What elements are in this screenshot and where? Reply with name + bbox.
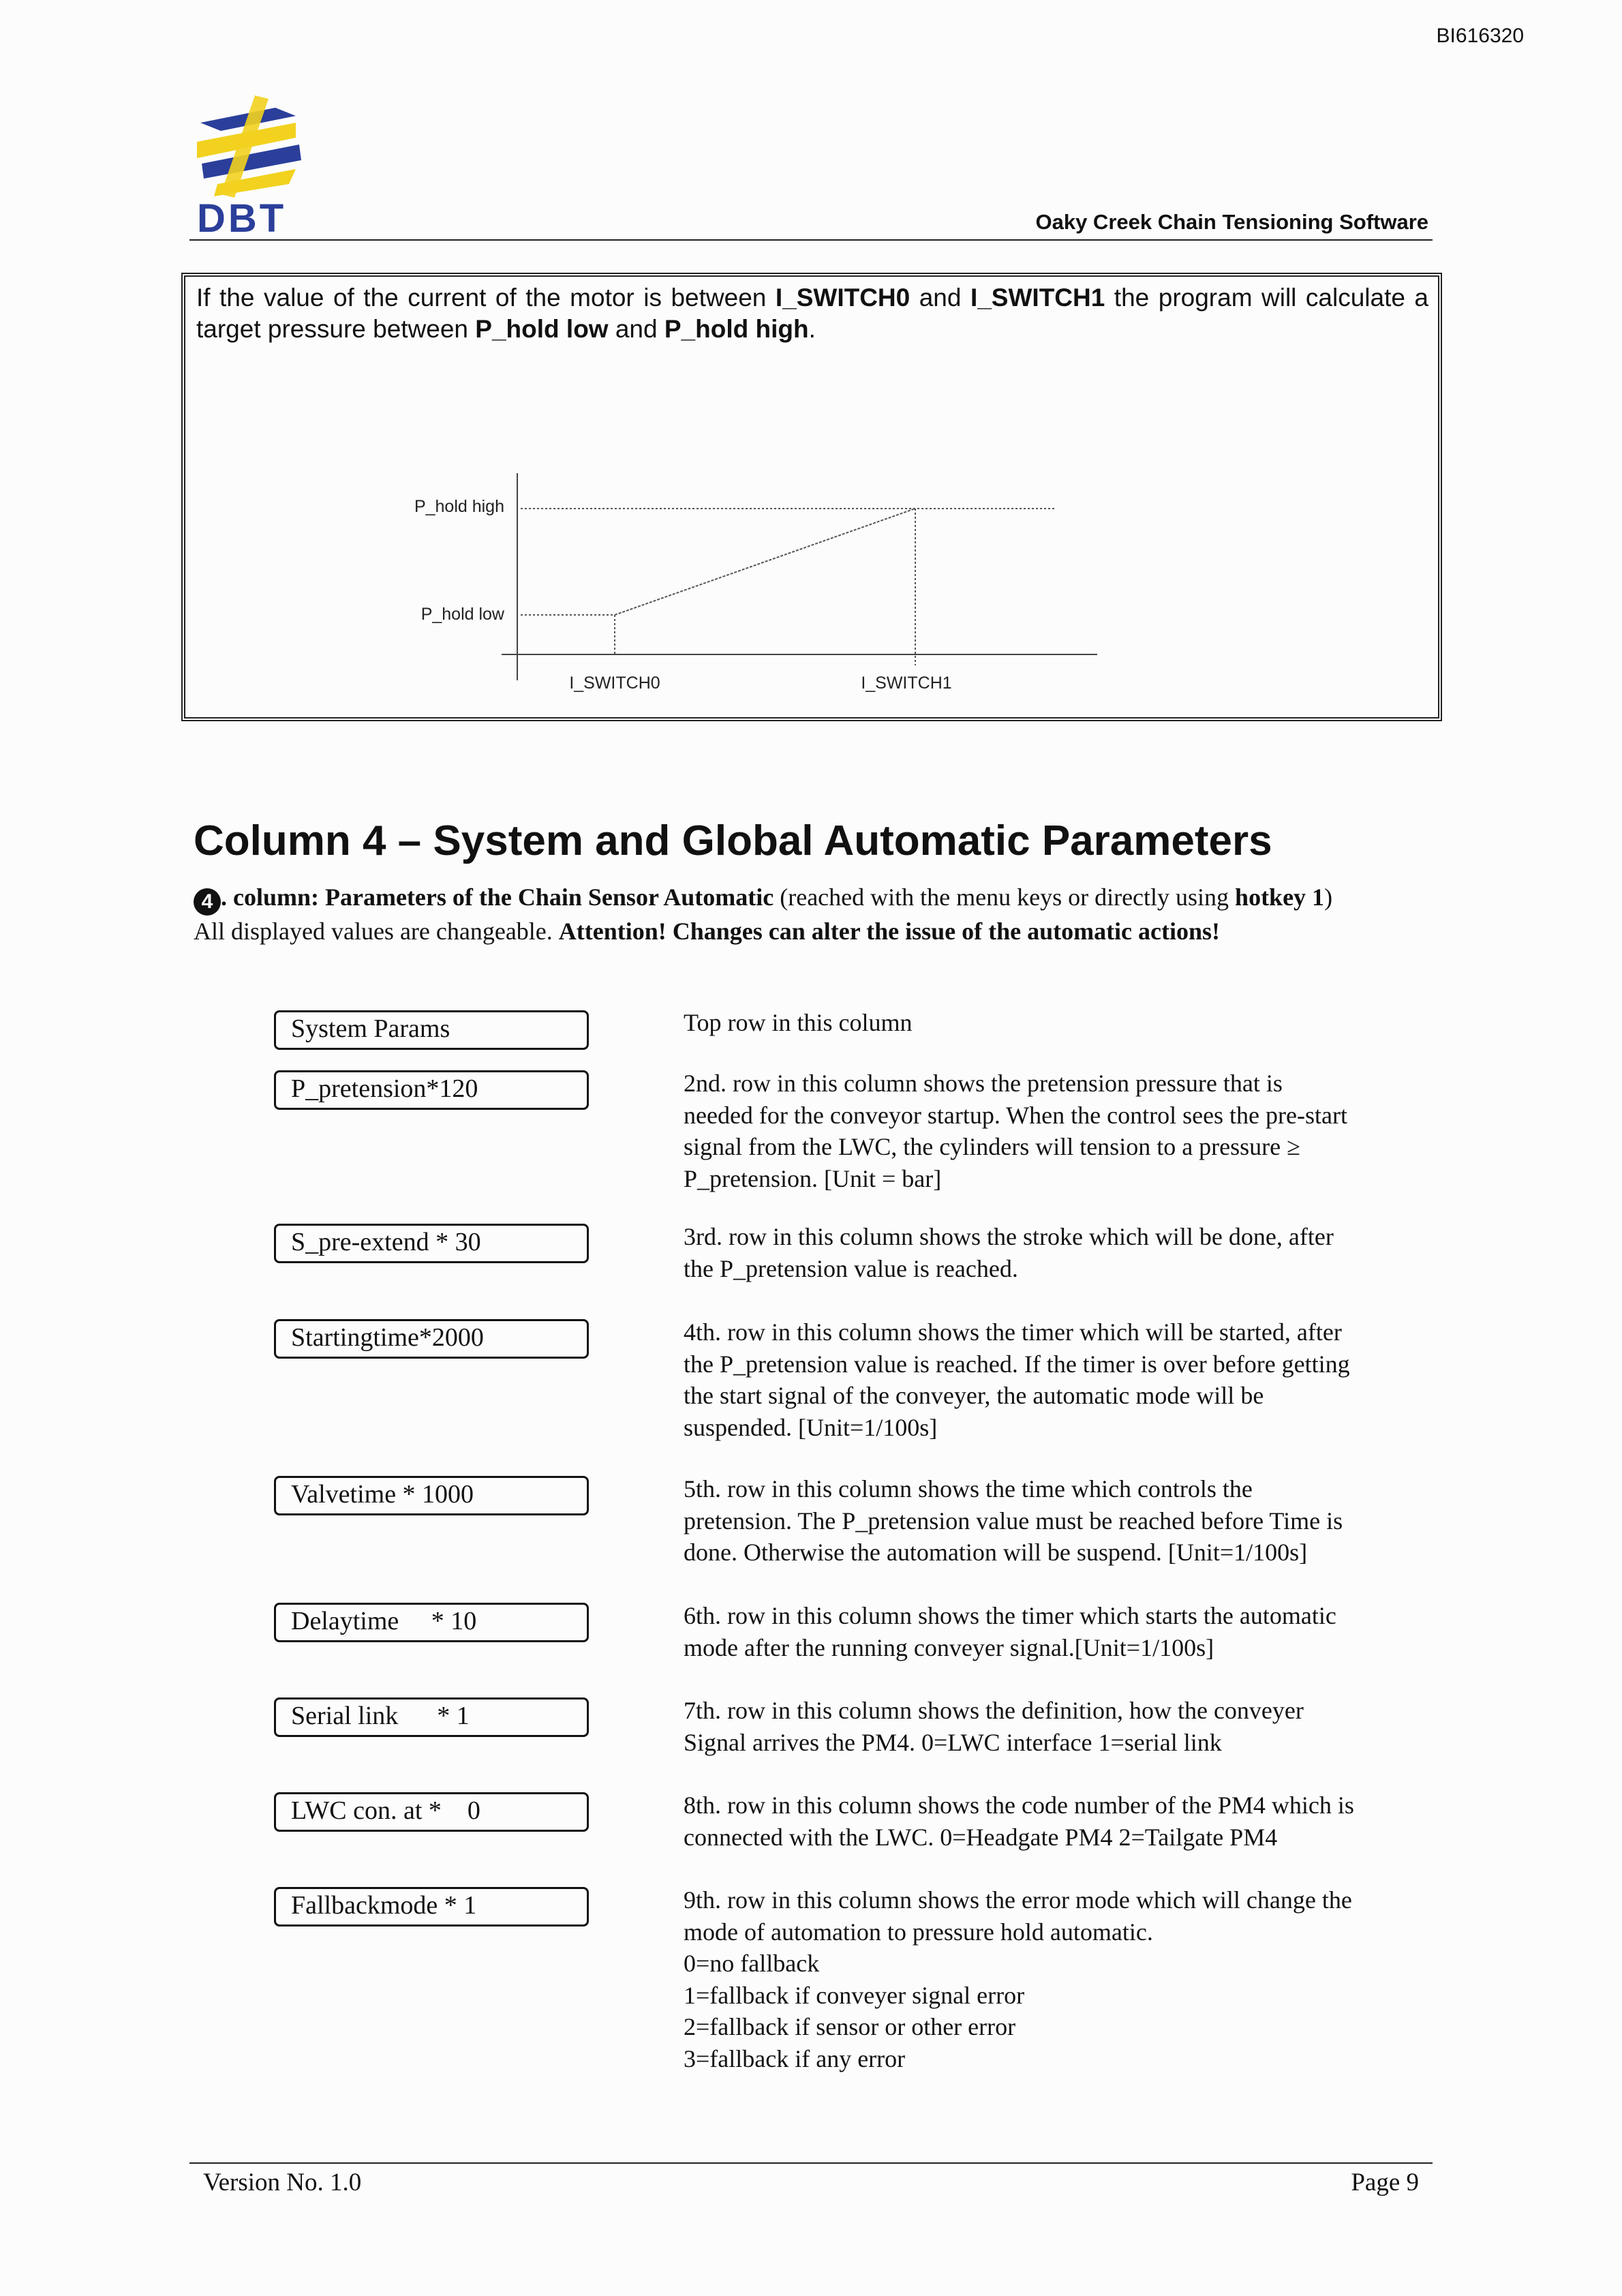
desc-line: 6th. row in this column shows the timer which starts the automatic xyxy=(684,1602,1336,1629)
desc-line: pretension. The P_pretension value must be reached before Time is xyxy=(684,1507,1343,1535)
document-id: BI616320 xyxy=(1436,25,1524,47)
intro-text: (reached with the menu keys or directly using xyxy=(774,883,1236,911)
desc-line: 7th. row in this column shows the definition, how the conveyer xyxy=(684,1697,1304,1724)
param-desc-system-params xyxy=(684,1007,1440,1039)
param-desc-startingtime xyxy=(684,1316,1440,1443)
footer-version: Version No. 1.0 xyxy=(203,2169,362,2196)
desc-line: 3=fallback if any error xyxy=(684,2044,906,2072)
desc-line: signal from the LWC, the cylinders will tension to a pressure ≥ xyxy=(684,1133,1300,1160)
param-box-startingtime: Startingtime*2000 xyxy=(274,1319,589,1359)
footer-page-number: Page 9 xyxy=(1351,2169,1419,2196)
circled-number-icon: 4 xyxy=(194,888,221,916)
desc-line: mode after the running conveyer signal.[Unit=1/100s] xyxy=(684,1633,1214,1661)
param-desc-lwc-con xyxy=(684,1789,1440,1853)
intro-warning: Attention! Changes can alter the issue of the automatic actions! xyxy=(558,918,1221,945)
desc-line: mode of automation to pressure hold automatic. xyxy=(684,1918,1153,1946)
desc-line: 9th. row in this column shows the error mode which will change the xyxy=(684,1886,1352,1914)
param-desc-serial-link xyxy=(684,1695,1440,1758)
document-title: Oaky Creek Chain Tensioning Software xyxy=(1035,210,1428,234)
desc-line: the P_pretension value is reached. If the timer is over before getting xyxy=(684,1350,1350,1378)
param-box-fallbackmode: Fallbackmode * 1 xyxy=(274,1887,589,1927)
param-box-valvetime: Valvetime * 1000 xyxy=(274,1476,589,1515)
desc-line: the P_pretension value is reached. xyxy=(684,1254,1018,1282)
x-label-switch0: I_SWITCH0 xyxy=(569,674,660,693)
desc-line: 2=fallback if sensor or other error xyxy=(684,2013,1016,2040)
desc-line: Top row in this column xyxy=(684,1009,913,1036)
footer-divider xyxy=(189,2162,1433,2164)
desc-line: needed for the conveyor startup. When the control sees the pre-start xyxy=(684,1101,1347,1129)
intro-bold: hotkey 1 xyxy=(1235,883,1325,911)
info-text-part: and xyxy=(910,284,970,312)
desc-line: 4th. row in this column shows the timer which will be started, after xyxy=(684,1318,1342,1346)
param-box-s-pre-extend: S_pre-extend * 30 xyxy=(274,1224,589,1263)
param-box-system-params: System Params xyxy=(274,1010,589,1050)
param-desc-p-pretension xyxy=(684,1068,1440,1194)
param-box-p-pretension: P_pretension*120 xyxy=(274,1070,589,1110)
info-text-part: and xyxy=(608,315,664,343)
desc-line: connected with the LWC. 0=Headgate PM4 2=Tailgate PM4 xyxy=(684,1823,1278,1851)
param-box-delaytime: Delaytime * 10 xyxy=(274,1603,589,1642)
info-text-part: If the value of the current of the motor is between xyxy=(196,284,776,312)
header-divider xyxy=(189,239,1433,241)
param-desc-delaytime xyxy=(684,1600,1440,1663)
desc-line: 2nd. row in this column shows the pretension pressure that is xyxy=(684,1070,1283,1097)
desc-line: 5th. row in this column shows the time which controls the xyxy=(684,1475,1253,1502)
x-label-switch1: I_SWITCH1 xyxy=(861,674,952,693)
pressure-chart xyxy=(185,277,1438,717)
info-text-part: the program will calculate a target pressure between xyxy=(196,284,1428,343)
desc-line: 1=fallback if conveyer signal error xyxy=(684,1981,1025,2009)
param-desc-valvetime xyxy=(684,1473,1440,1569)
param-desc-fallbackmode xyxy=(684,1884,1440,2074)
section-heading: Column 4 – System and Global Automatic Parameters xyxy=(194,817,1272,864)
info-box xyxy=(181,273,1442,721)
y-label-high: P_hold high xyxy=(414,497,504,516)
desc-line: Signal arrives the PM4. 0=LWC interface 1=serial link xyxy=(684,1728,1222,1756)
info-text-bold: I_SWITCH0 xyxy=(775,284,911,312)
desc-line: 8th. row in this column shows the code number of the PM4 which is xyxy=(684,1792,1354,1819)
y-label-low: P_hold low xyxy=(420,605,504,624)
desc-line: the start signal of the conveyer, the automatic mode will be xyxy=(684,1382,1264,1409)
param-box-serial-link: Serial link * 1 xyxy=(274,1697,589,1737)
param-desc-s-pre-extend xyxy=(684,1221,1440,1284)
svg-text:DBT: DBT xyxy=(197,196,287,239)
desc-line: 3rd. row in this column shows the stroke which will be done, after xyxy=(684,1223,1334,1250)
desc-line: 0=no fallback xyxy=(684,1950,820,1977)
desc-line: P_pretension. [Unit = bar] xyxy=(684,1164,942,1192)
intro-bold: . column: Parameters of the Chain Sensor Automatic xyxy=(221,883,774,911)
param-box-lwc-con: LWC con. at * 0 xyxy=(274,1792,589,1832)
info-text-bold: I_SWITCH1 xyxy=(970,284,1105,312)
desc-line: done. Otherwise the automation will be suspend. [Unit=1/100s] xyxy=(684,1539,1308,1566)
dbt-logo xyxy=(194,95,309,239)
info-text-bold: P_hold high xyxy=(664,315,809,343)
pressure-series-line xyxy=(615,509,915,615)
info-text-bold: P_hold low xyxy=(475,315,609,343)
info-text-part: . xyxy=(808,315,816,343)
section-intro xyxy=(194,881,1359,948)
intro-text: ) All displayed values are changeable. xyxy=(194,883,1333,945)
desc-line: suspended. [Unit=1/100s] xyxy=(684,1413,938,1441)
